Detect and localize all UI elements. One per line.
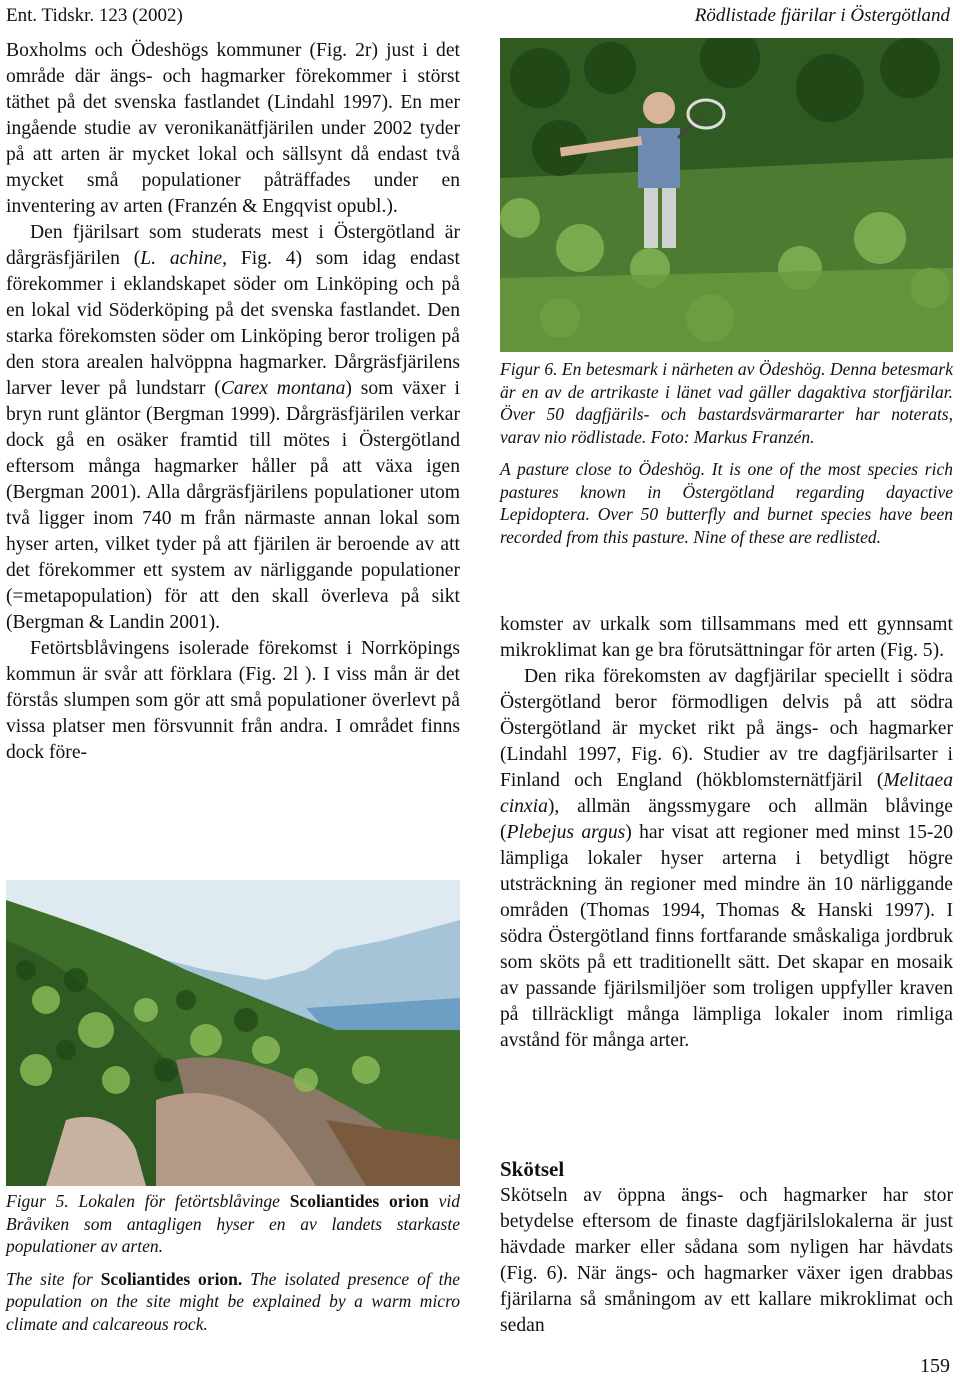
running-header-journal: Ent. Tidskr. 123 (2002) xyxy=(6,5,183,26)
figure-5-photo xyxy=(6,880,460,1186)
text-run: ) som växer i bryn runt gläntor (Bergman 1999). Dårgräsfjärilen verkar dock gå en osäker framtid till mötes i Östergötland eftersom många hagmarker håller på att växa igen (Bergman 2001). Alla dårgräsfjärilens populationer utom två ligger inom 740 m från närmaste annan lokal som hyser arten, vilket tyder på att fjärilen är beroende av att det förekommer ett system av närliggande populationer (=metapopulation) för att den skall överleva på sikt (Bergman & Landin 2001). xyxy=(6,378,460,633)
caption-english: A pasture close to Ödeshög. It is one of the most species rich pastures known in Östergötland regarding dayactive Lepidoptera. Over 50 butterfly and burnet species have been recorded from this pasture. Nine of these are redlisted. xyxy=(500,459,953,547)
species-name: L. achine, xyxy=(140,248,228,269)
right-column xyxy=(500,612,953,1054)
text-run: ) har visat att regioner med minst 15-20 lämpliga lokaler hyser arterna i betydligt högre utsträckning än regioner med mindre än 10 närliggande områden (Thomas 1994, Thomas & Hanski 1997). I södra Östergötland finns fortfarande småskaliga jordbruk som sköts på ett traditionellt sätt. Det skapar en mosaik av passande fjärilsmiljöer som troligen uppfyller kraven på tillräckligt många lämpliga lokaler inom rimliga avstånd för många arter. xyxy=(500,822,953,1051)
text-run: The isolated presence of the population on the site might be explained by a warm micro climate and calcareous rock. xyxy=(6,1268,460,1334)
right-column-lower xyxy=(500,1183,953,1339)
paragraph: komster av urkalk som tillsammans med ett gynnsamt mikroklimat kan ge bra förutsättningar för arten (Fig. 5). xyxy=(500,614,953,661)
caption-english xyxy=(6,1268,460,1336)
species-name: Scoliantides orion xyxy=(289,1191,429,1211)
rocky-slope-image xyxy=(6,880,460,1186)
figure-6-photo xyxy=(500,38,953,352)
section-heading: Skötsel xyxy=(500,1157,565,1181)
figure-6-caption xyxy=(500,358,953,558)
paragraph: Boxholms och Ödeshögs kommuner (Fig. 2r) just i det område där ängs- och hagmarker förekommer i störst täthet på det svenska fastlandet (Lindahl 1997). En mer ingående studie av veronikanätfjärilen under 2002 tyder på att arten är mycket lokal och sällsynt då endast två mycket små populationer påträffades under en inventering av arten (Franzén & Engqvist opubl.). xyxy=(6,40,460,217)
text-run: The site for xyxy=(6,1268,101,1289)
text-run: Den rika förekomsten av dagfjärilar speciellt i södra Östergötland beror förmodligen delvis på att södra Östergötland är mycket rikt på ängs- och hagmarker (Lindahl 1997, Fig. 6). Studier av tre dagfjärilsarter i Finland och England (hökblomsternätfjäril ( xyxy=(500,666,953,791)
pasture-image xyxy=(500,38,953,352)
left-column xyxy=(6,38,460,766)
paragraph: Fetörtsblåvingens isolerade förekomst i Norrköpings kommun är svår att förklara (Fig. 2l ). I viss mån är det förstås slumpen som gör att små populationer överlevt på vissa platser men försvunnit från andra. I området finns dock före- xyxy=(6,638,460,763)
running-header-title: Rödlistade fjärilar i Östergötland xyxy=(694,5,950,26)
figure-5-caption xyxy=(6,1190,460,1345)
text-run: Figur 5. Lokalen för fetörtsblåvinge xyxy=(6,1191,290,1211)
species-name: Carex montana xyxy=(220,378,346,399)
caption-swedish: Figur 6. En betesmark i närheten av Ödeshög. Denna betesmark är en av de artrikaste i länet vad gäller dagaktiva storfjärilar. Över 50 dagfjärils- och bastardsvärmararter har noterats, varav nio rödlistade. Foto: Markus Franzén. xyxy=(500,359,953,447)
paragraph: Skötseln av öppna ängs- och hagmarker har stor betydelse eftersom de finaste dagfjärilslokalerna är just hävdade marker eller sådana som nyligen har hävdats (Fig. 6). När ängs- och hagmarker växer igen drabbas fjärilarna så småningom av ett kallare mikroklimat och sedan xyxy=(500,1185,953,1336)
text-run: Fig. 4) som idag endast förekommer i eklandskapet söder om Linköping och på en lokal vid Söderköping på det svenska fastlandet. Den starka förekomsten söder om Linköping beror troligen på den stora arealen halvöppna hagmarker. Dårgräsfjärilens larver lever på lundstarr ( xyxy=(6,248,460,399)
species-name: Melitaea cinxia xyxy=(500,770,953,817)
text-run: Den fjärilsart som studerats mest i Östergötland är dårgräsfjärilen ( xyxy=(6,222,460,269)
paragraph xyxy=(500,664,953,1054)
text-run: vid Bråviken som antagligen hyser en av landets starkaste populationer av arten. xyxy=(6,1191,460,1256)
species-name: Plebejus argus xyxy=(506,822,626,843)
species-name: Scoliantides orion. xyxy=(100,1268,243,1289)
text-run: ), allmän ängssmygare och allmän blåvinge ( xyxy=(500,796,953,843)
paragraph xyxy=(6,220,460,636)
page-number: 159 xyxy=(920,1355,950,1377)
caption-swedish xyxy=(6,1190,460,1258)
